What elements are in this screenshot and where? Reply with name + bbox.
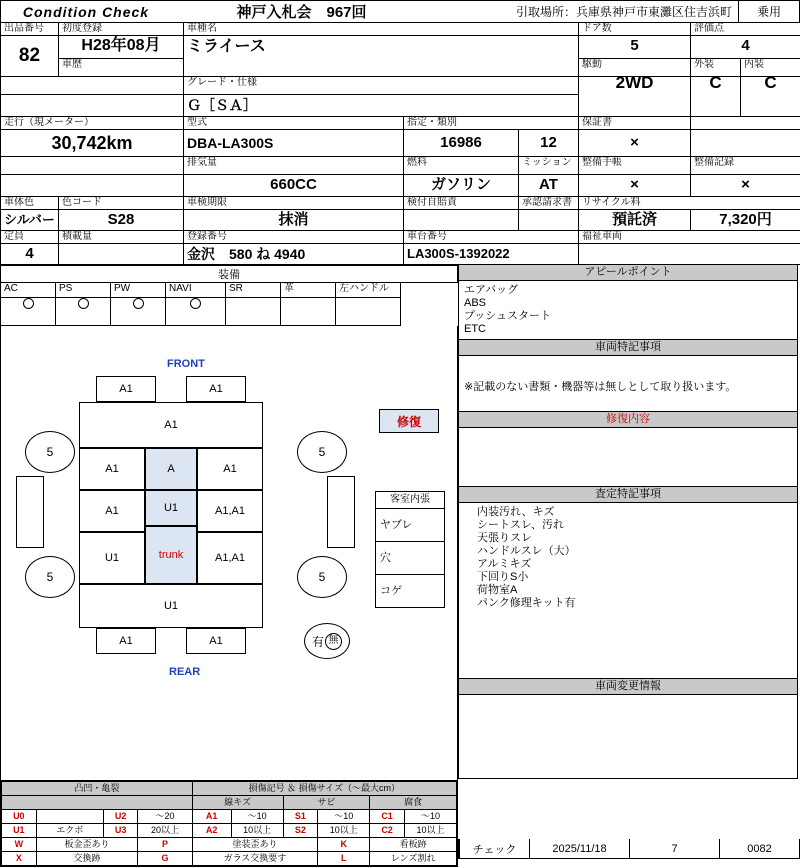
warranty-value: ×: [579, 130, 691, 157]
color-label: 車体色: [1, 197, 59, 210]
equip-mark-ps: [56, 298, 111, 326]
mark-right-front-fender: A1: [197, 448, 263, 490]
chassis-value: LA300S-1392022: [404, 244, 579, 265]
legend-x-desc: 交換跡: [36, 852, 138, 866]
mark-right-rear-door: A1,A1: [197, 490, 263, 532]
color-code-value: S28: [59, 210, 184, 231]
legend-s2: S2: [283, 824, 318, 838]
check-code: 0082: [719, 839, 799, 858]
approval-value: [519, 210, 579, 231]
interior-row-burn: コゲ: [375, 575, 445, 608]
type-value: DBA-LA300S: [184, 130, 404, 157]
legend-w: W: [2, 838, 37, 852]
notes-body: [459, 356, 797, 397]
vehicle-info-table: [0, 22, 800, 265]
left-column: [0, 265, 458, 781]
mark-front-left: A1: [96, 376, 156, 402]
score-label: 評価点: [691, 23, 800, 36]
repair-content-body: [459, 428, 797, 434]
condition-check-title: Condition Check: [1, 1, 171, 22]
legend-c1-desc: ～10: [404, 810, 456, 824]
int-label: 内装: [741, 59, 800, 77]
history-value: [1, 77, 184, 95]
history-label: 車歴: [59, 59, 184, 77]
assessment-line-6: 下回りS小: [477, 571, 792, 584]
legend-p-desc: 塗装歪あり: [192, 838, 318, 852]
load-label: 積載量: [59, 231, 184, 244]
mark-left-quarter: U1: [79, 532, 145, 584]
damage-legend: [0, 781, 458, 867]
model-name-value: ミライース: [184, 36, 579, 77]
interior-table: [375, 491, 445, 608]
mileage-label: 走行（現メーター）: [1, 117, 184, 130]
legend-x: X: [2, 852, 37, 866]
color-value: シルバー: [1, 210, 59, 231]
legend-u2-desc: ～20: [138, 810, 192, 824]
ext-label: 外装: [691, 59, 741, 77]
class-label: 指定・類別: [404, 117, 579, 130]
front-label: FRONT: [167, 358, 205, 370]
legend-u3-desc: 20以上: [138, 824, 192, 838]
lot-number: 82: [1, 36, 59, 77]
legend-p: P: [138, 838, 192, 852]
maint-book-value: ×: [579, 175, 691, 197]
middle-area: [0, 265, 800, 781]
assessment-line-4: ハンドルスレ（大）: [477, 545, 792, 558]
check-date: 2025/11/18: [529, 839, 629, 858]
check-label: チェック: [459, 839, 529, 858]
legend-a2: A2: [192, 824, 231, 838]
class-value-2: 12: [519, 130, 579, 157]
trunk-label: trunk: [159, 549, 183, 561]
approval-label: 承認請求書: [519, 197, 579, 210]
equip-label-lhd: 左ハンドル: [336, 283, 401, 298]
mark-front-right: A1: [186, 376, 246, 402]
interior-row-tear: ヤブレ: [375, 509, 445, 542]
legend-a2-desc: 10以上: [231, 824, 283, 838]
assessment-panel: [458, 487, 798, 679]
notes-line-1: ※記載のない書類・機器等は無しとして取り扱います。: [464, 381, 792, 394]
maint-record-value: ×: [691, 175, 800, 197]
appeal-line-3: プッシュスタート: [464, 310, 792, 323]
equipment-table: [0, 265, 458, 326]
footer-bar: [458, 839, 800, 859]
legend-area: [0, 781, 800, 867]
mark-rear-left: A1: [96, 628, 156, 654]
equip-label-ac: AC: [1, 283, 56, 298]
right-side-panel: [327, 476, 355, 548]
doors-label: ドア数: [579, 23, 691, 36]
wheel-right-front: 5: [297, 431, 347, 473]
insurance-label: 検付自賠責: [404, 197, 519, 210]
legend-s2-desc: 10以上: [318, 824, 370, 838]
regno-value: 金沢 580 ね 4940: [184, 244, 404, 265]
check-num: 7: [629, 839, 719, 858]
first-reg-label: 初度登録: [59, 23, 184, 36]
appeal-title: アピールポイント: [459, 265, 797, 281]
legend-u0-desc: [36, 810, 103, 824]
trunk-area: [145, 526, 197, 584]
mission-value: AT: [519, 175, 579, 197]
interior-title: 客室内張: [375, 491, 445, 509]
assessment-line-5: アルミキズ: [477, 558, 792, 571]
wheel-right-rear: 5: [297, 556, 347, 598]
drive-value: 2WD: [616, 73, 654, 92]
class-value-1: 16986: [404, 130, 519, 157]
maint-record-label: 整備記録: [691, 157, 800, 175]
ext-value: C: [709, 73, 721, 92]
legend-k: K: [318, 838, 370, 852]
mileage-sub: [1, 157, 184, 175]
equip-mark-navi: [166, 298, 226, 326]
repair-box: 修復: [379, 409, 439, 433]
equip-mark-sr: [226, 298, 281, 326]
vehicle-kind: 乗用: [739, 1, 799, 22]
change-info-panel: [458, 679, 798, 779]
legend-k-desc: 看板跡: [370, 838, 457, 852]
ring-inner: 無: [325, 633, 342, 650]
legend-s1-desc: ～10: [318, 810, 370, 824]
displacement-value: 660CC: [184, 175, 404, 197]
equipment-title: 装備: [1, 266, 458, 283]
inspection-label: 車検期限: [184, 197, 404, 210]
legend-title-main: 損傷記号 ＆ 損傷サイズ（～最大cm）: [192, 782, 456, 796]
footer-area: [458, 781, 800, 867]
ring-label: 有: [312, 633, 324, 650]
color-code-label: 色コード: [59, 197, 184, 210]
mark-roof: A: [145, 448, 197, 490]
insurance-value: [404, 210, 519, 231]
equip-label-pw: PW: [111, 283, 166, 298]
repair-content-title: 修復内容: [459, 412, 797, 428]
load-value: [59, 244, 184, 265]
maint-book-label: 整備手帳: [579, 157, 691, 175]
assessment-line-8: パンク修理キット有: [477, 597, 792, 610]
fuel-label: 燃料: [404, 157, 519, 175]
displacement-label: 排気量: [184, 157, 404, 175]
assessment-body: [459, 503, 797, 613]
model-name-label: 車種名: [184, 23, 579, 36]
equip-label-sr: SR: [226, 283, 281, 298]
equip-label-ps: PS: [56, 283, 111, 298]
mark-left-rear-door: A1: [79, 490, 145, 532]
wheel-left-front: 5: [25, 431, 75, 473]
recycle-fee: 7,320円: [691, 210, 800, 231]
mission-label: ミッション: [519, 157, 579, 175]
left-side-panel: [16, 476, 44, 548]
assessment-line-7: 荷物室A: [477, 584, 792, 597]
repair-content-panel: [458, 412, 798, 487]
wheel-left-rear: 5: [25, 556, 75, 598]
rear-label: REAR: [169, 666, 200, 678]
grade-label: グレード・仕様: [184, 77, 579, 95]
equip-mark-lhd: [336, 298, 401, 326]
doors-value: 5: [579, 36, 691, 59]
damage-diagram: [0, 326, 458, 781]
warranty-label: 保証書: [579, 117, 691, 130]
legend-c2-desc: 10以上: [404, 824, 456, 838]
fuel-value: ガソリン: [404, 175, 519, 197]
mark-left-front-fender: A1: [79, 448, 145, 490]
score-value: 4: [691, 36, 800, 59]
seats-label: 定員: [1, 231, 59, 244]
legend-u1-desc: エクボ: [36, 824, 103, 838]
change-info-title: 車両変更情報: [459, 679, 797, 695]
pickup-place: 引取場所：兵庫県神戸市東灘区住吉浜町: [432, 1, 739, 22]
mark-right-quarter: A1,A1: [197, 532, 263, 584]
legend-g-desc: ガラス交換要す: [192, 852, 318, 866]
appeal-body: [459, 281, 797, 339]
right-column: [458, 265, 798, 781]
regno-label: 登録番号: [184, 231, 404, 244]
legend-c1: C1: [370, 810, 405, 824]
legend-u1: U1: [2, 824, 37, 838]
seats-value: 4: [1, 244, 59, 265]
int-value: C: [764, 73, 776, 92]
equip-label-leather: 革: [281, 283, 336, 298]
equip-mark-ac: [1, 298, 56, 326]
legend-title-rust: サビ: [283, 796, 370, 810]
mark-rear-right: A1: [186, 628, 246, 654]
grade-value: Ｇ［ＳＡ］: [184, 95, 579, 117]
mark-rear-panel: U1: [79, 584, 263, 628]
welfare-value: [579, 244, 800, 265]
legend-l-desc: レンズ割れ: [370, 852, 457, 866]
legend-s1: S1: [283, 810, 318, 824]
appeal-line-1: エアバッグ: [464, 284, 792, 297]
assessment-line-1: 内装汚れ、キズ: [477, 506, 792, 519]
assessment-title: 査定特記事項: [459, 487, 797, 503]
mark-center: U1: [145, 490, 197, 526]
legend-title-scratch: 線キズ: [192, 796, 283, 810]
legend-g: G: [138, 852, 192, 866]
legend-title-corrode: 腐食: [370, 796, 457, 810]
chassis-label: 車台番号: [404, 231, 579, 244]
mileage-value: 30,742km: [1, 130, 184, 157]
drive-label: 駆動: [579, 59, 691, 77]
equip-mark-pw: [111, 298, 166, 326]
equip-mark-leather: [281, 298, 336, 326]
equip-label-navi: NAVI: [166, 283, 226, 298]
legend-a1-desc: ～10: [231, 810, 283, 824]
lot-label: 出品番号: [1, 23, 59, 36]
notes-title: 車両特記事項: [459, 340, 797, 356]
recycle-status: 預託済: [579, 210, 691, 231]
legend-table: [1, 781, 457, 866]
recycle-label: リサイクル料: [579, 197, 800, 210]
ring-yes-no: [304, 623, 350, 659]
change-info-body: [459, 695, 797, 701]
legend-c2: C2: [370, 824, 405, 838]
appeal-panel: [458, 265, 798, 340]
legend-title-dent: 凸凹・亀裂: [2, 782, 193, 796]
auction-title: 神戸入札会 967回: [171, 1, 432, 22]
assessment-line-3: 天張りスレ: [477, 532, 792, 545]
appeal-line-2: ABS: [464, 297, 792, 310]
assessment-line-2: シートスレ、汚れ: [477, 519, 792, 532]
mark-hood: A1: [79, 402, 263, 448]
first-reg-value: H28年08月: [59, 36, 184, 59]
legend-u3: U3: [103, 824, 138, 838]
type-label: 型式: [184, 117, 404, 130]
legend-a1: A1: [192, 810, 231, 824]
interior-row-hole: 穴: [375, 542, 445, 575]
inspection-value: 抹消: [184, 210, 404, 231]
legend-l: L: [318, 852, 370, 866]
legend-u2: U2: [103, 810, 138, 824]
welfare-label: 福祉車両: [579, 231, 800, 244]
title-bar: [0, 0, 800, 22]
notes-panel: [458, 340, 798, 412]
legend-u0: U0: [2, 810, 37, 824]
appeal-line-4: ETC: [464, 323, 792, 336]
legend-w-desc: 板金歪あり: [36, 838, 138, 852]
